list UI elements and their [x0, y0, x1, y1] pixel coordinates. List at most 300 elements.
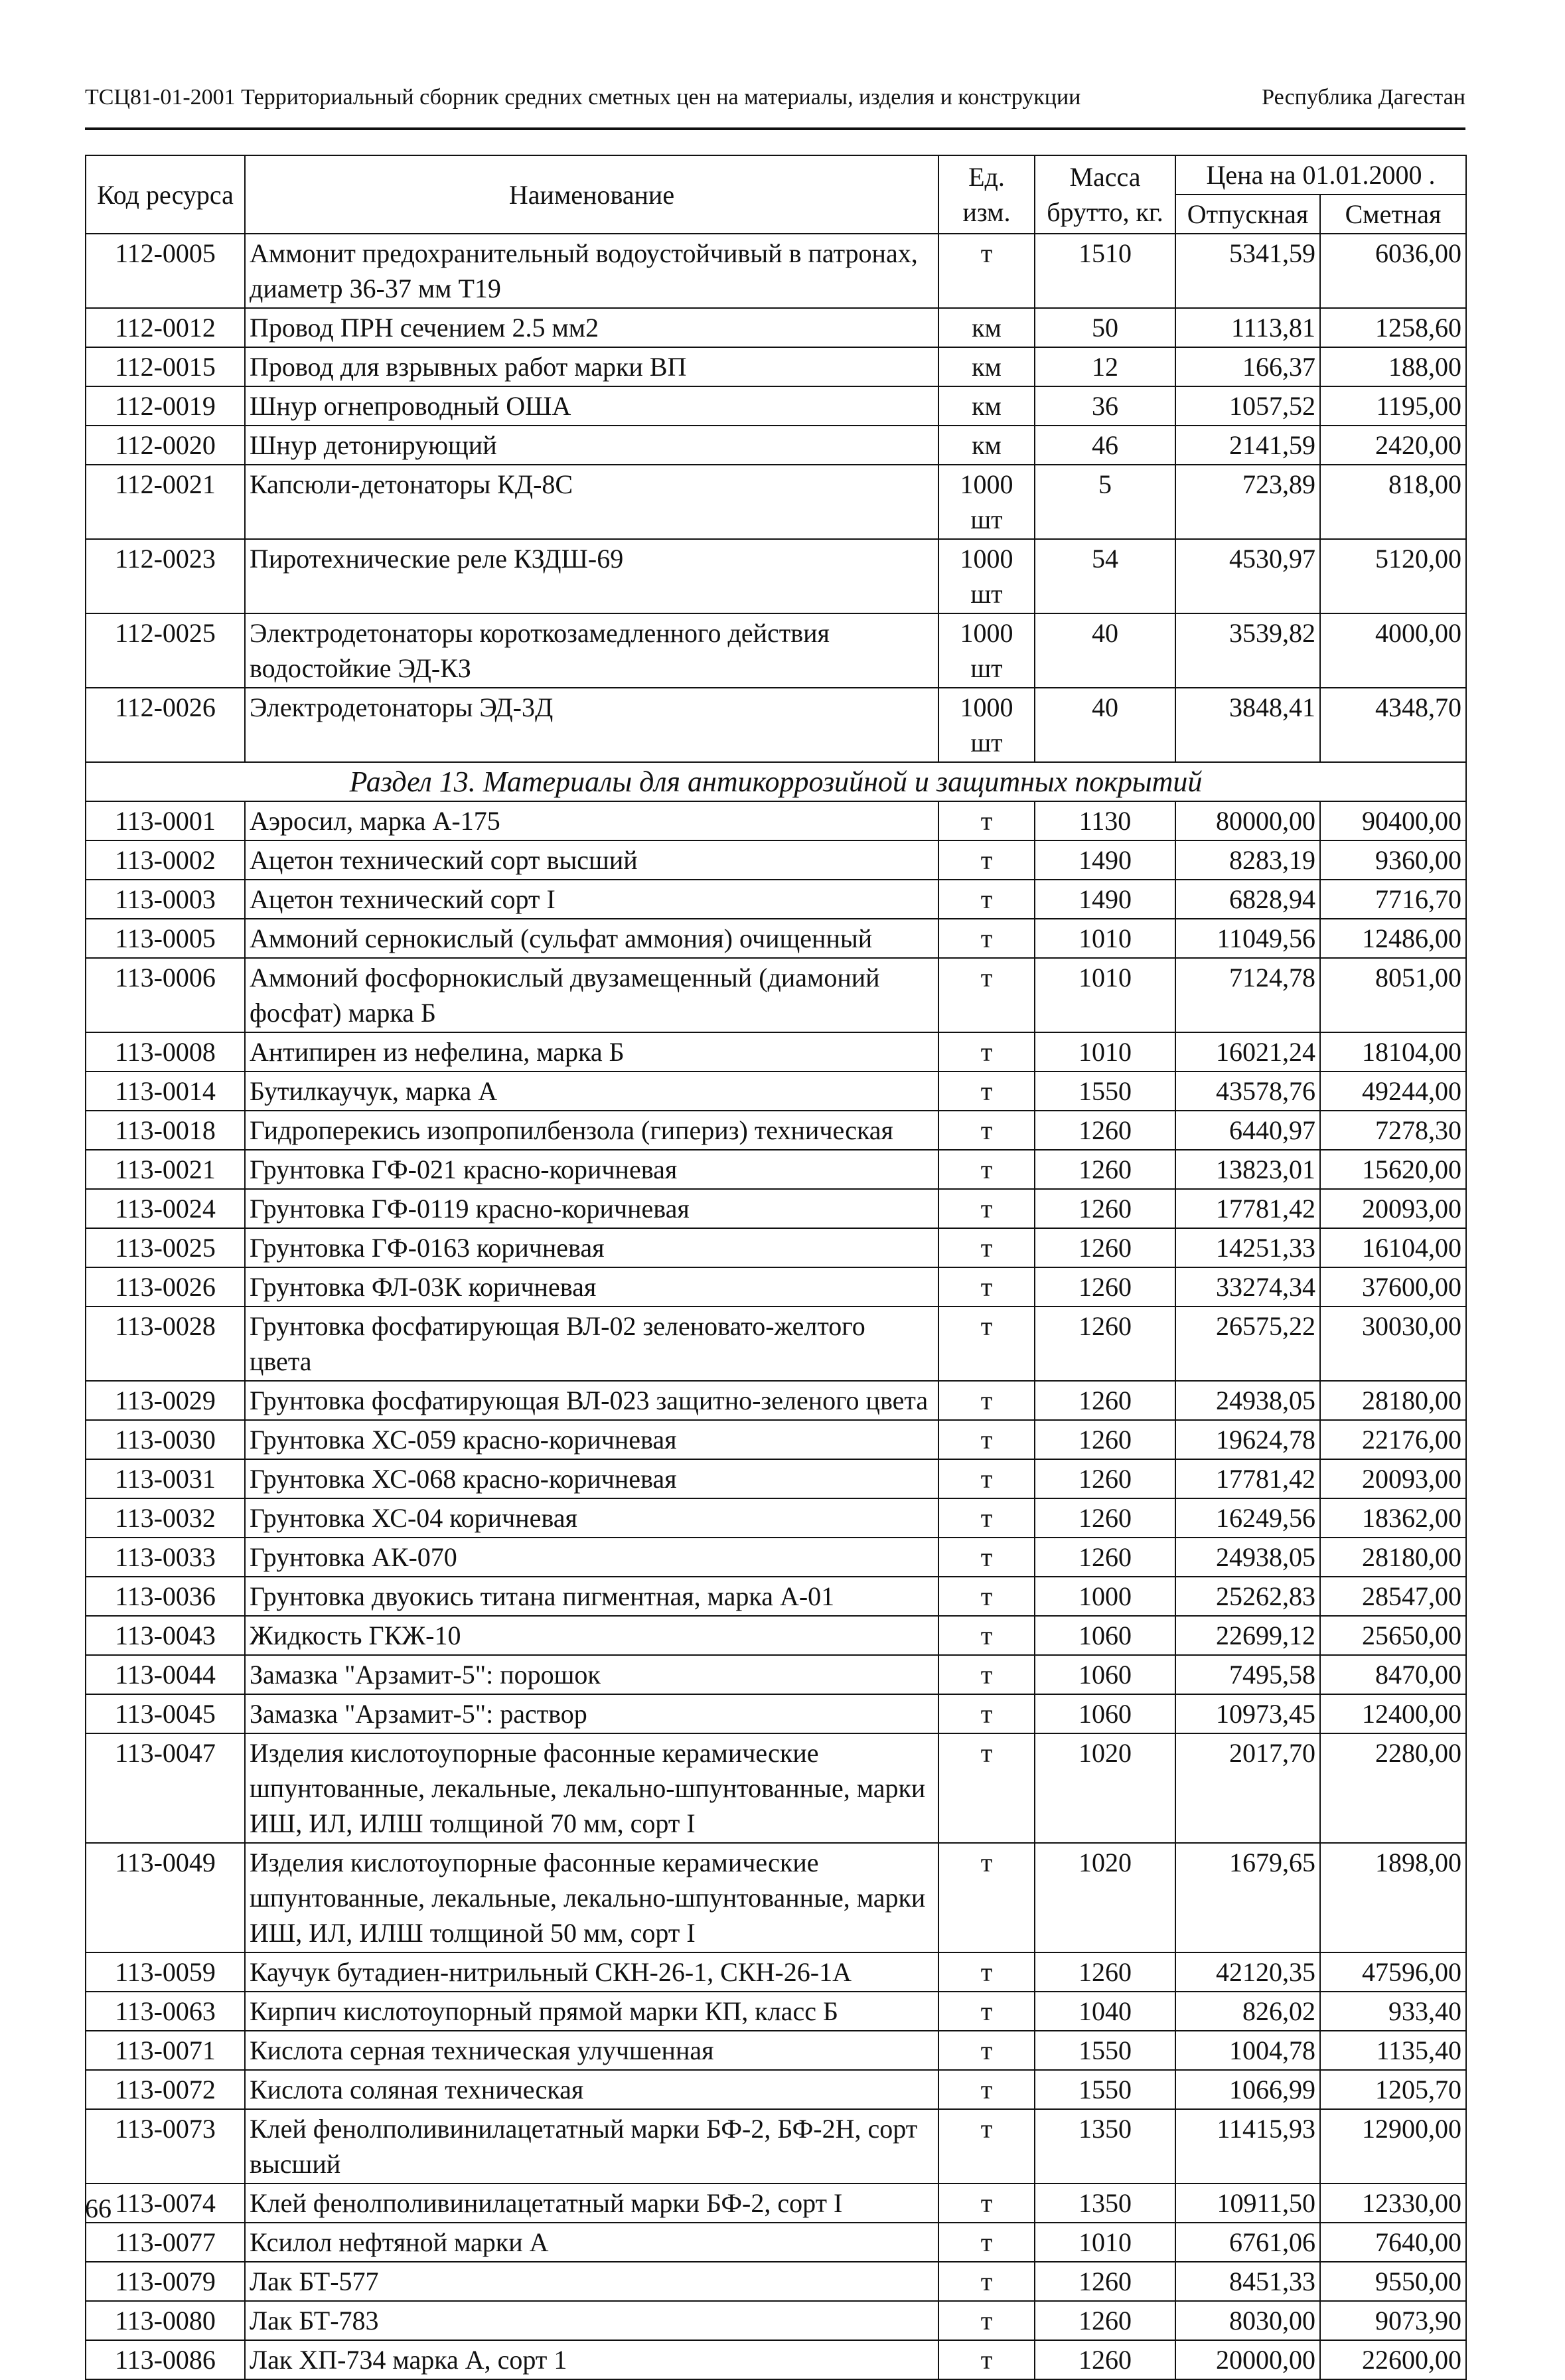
mass-cell: 54 [1035, 539, 1175, 613]
resource-name-cell: Жидкость ГКЖ-10 [245, 1616, 938, 1655]
table-row [86, 234, 1466, 308]
release-price-cell: 11415,93 [1175, 2109, 1320, 2183]
mass-cell: 1010 [1035, 958, 1175, 1032]
table-row [86, 1267, 1466, 1307]
release-price-cell: 1113,81 [1175, 308, 1320, 347]
table-row [86, 1733, 1466, 1843]
resource-name-cell: Изделия кислотоупорные фасонные керамические шпунтованные, лекальные, лекально-шпунтованные, марки ИШ, ИЛ, ИЛШ толщиной 50 мм, сорт I [245, 1843, 938, 1952]
resource-name-cell: Грунтовка фосфатирующая ВЛ-023 защитно-зеленого цвета [245, 1381, 938, 1420]
mass-cell: 1550 [1035, 1071, 1175, 1111]
resource-name-cell: Замазка "Арзамит-5": раствор [245, 1694, 938, 1733]
estimate-price-cell: 7640,00 [1320, 2223, 1466, 2262]
mass-cell: 1130 [1035, 801, 1175, 840]
unit-cell: т [938, 2109, 1035, 2183]
unit-cell: т [938, 1267, 1035, 1307]
col-unit-header: Ед. изм. [938, 155, 1035, 234]
resource-code-cell: 113-0006 [86, 958, 245, 1032]
unit-cell: т [938, 1189, 1035, 1228]
table-row [86, 2301, 1466, 2340]
estimate-price-cell: 25650,00 [1320, 1616, 1466, 1655]
unit-cell: т [938, 2262, 1035, 2301]
estimate-price-cell: 22176,00 [1320, 1420, 1466, 1459]
table-row [86, 688, 1466, 762]
estimate-price-cell: 28547,00 [1320, 1577, 1466, 1616]
resource-code-cell: 113-0002 [86, 840, 245, 880]
header-title: ТСЦ81-01-2001 Территориальный сборник средних сметных цен на материалы, изделия и конструкции [85, 85, 1081, 110]
estimate-price-cell: 6036,00 [1320, 234, 1466, 308]
resource-name-cell: Лак БТ-577 [245, 2262, 938, 2301]
resource-name-cell: Провод для взрывных работ марки ВП [245, 347, 938, 386]
resource-code-cell: 112-0012 [86, 308, 245, 347]
release-price-cell: 7124,78 [1175, 958, 1320, 1032]
resource-name-cell: Кирпич кислотоупорный прямой марки КП, класс Б [245, 1992, 938, 2031]
mass-cell: 1040 [1035, 1992, 1175, 2031]
mass-cell: 1000 [1035, 1577, 1175, 1616]
mass-cell: 1060 [1035, 1694, 1175, 1733]
col-name-header: Наименование [245, 155, 938, 234]
unit-cell: т [938, 1577, 1035, 1616]
resource-code-cell: 112-0026 [86, 688, 245, 762]
estimate-price-cell: 5120,00 [1320, 539, 1466, 613]
resource-code-cell: 113-0018 [86, 1111, 245, 1150]
release-price-cell: 25262,83 [1175, 1577, 1320, 1616]
release-price-cell: 10973,45 [1175, 1694, 1320, 1733]
table-row [86, 840, 1466, 880]
estimate-price-cell: 2280,00 [1320, 1733, 1466, 1843]
table-row [86, 1420, 1466, 1459]
estimate-price-cell: 28180,00 [1320, 1538, 1466, 1577]
resource-code-cell: 113-0086 [86, 2340, 245, 2379]
resource-name-cell: Шнур огнепроводный ОША [245, 386, 938, 426]
mass-cell: 5 [1035, 465, 1175, 539]
unit-cell: т [938, 2183, 1035, 2223]
unit-cell: т [938, 1498, 1035, 1538]
estimate-price-cell: 20093,00 [1320, 1459, 1466, 1498]
estimate-price-cell: 8051,00 [1320, 958, 1466, 1032]
resource-name-cell: Аммоний фосфорнокислый двузамещенный (диамоний фосфат) марка Б [245, 958, 938, 1032]
resource-code-cell: 113-0036 [86, 1577, 245, 1616]
resource-name-cell: Замазка "Арзамит-5": порошок [245, 1655, 938, 1694]
resource-name-cell: Бутилкаучук, марка А [245, 1071, 938, 1111]
unit-cell: т [938, 801, 1035, 840]
header-rule [85, 127, 1465, 130]
table-row [86, 1071, 1466, 1111]
resource-code-cell: 113-0005 [86, 919, 245, 958]
estimate-price-cell: 15620,00 [1320, 1150, 1466, 1189]
resource-name-cell: Грунтовка двуокись титана пигментная, марка А-01 [245, 1577, 938, 1616]
unit-cell: км [938, 386, 1035, 426]
unit-cell: км [938, 347, 1035, 386]
mass-cell: 1260 [1035, 1307, 1175, 1381]
resource-name-cell: Лак БТ-783 [245, 2301, 938, 2340]
resource-code-cell: 113-0071 [86, 2031, 245, 2070]
mass-cell: 1010 [1035, 919, 1175, 958]
unit-cell: т [938, 1992, 1035, 2031]
resource-name-cell: Грунтовка ФЛ-03К коричневая [245, 1267, 938, 1307]
resource-name-cell: Шнур детонирующий [245, 426, 938, 465]
unit-cell: т [938, 1952, 1035, 1992]
estimate-price-cell: 1135,40 [1320, 2031, 1466, 2070]
release-price-cell: 17781,42 [1175, 1459, 1320, 1498]
resource-name-cell: Лак ХП-734 марка А, сорт 1 [245, 2340, 938, 2379]
mass-cell: 1350 [1035, 2109, 1175, 2183]
mass-cell: 46 [1035, 426, 1175, 465]
unit-cell: т [938, 2031, 1035, 2070]
mass-cell: 40 [1035, 688, 1175, 762]
estimate-price-cell: 4000,00 [1320, 613, 1466, 688]
release-price-cell: 43578,76 [1175, 1071, 1320, 1111]
table-row [86, 1381, 1466, 1420]
estimate-price-cell: 8470,00 [1320, 1655, 1466, 1694]
resource-name-cell: Электродетонаторы ЭД-3Д [245, 688, 938, 762]
estimate-price-cell: 9073,90 [1320, 2301, 1466, 2340]
release-price-cell: 33274,34 [1175, 1267, 1320, 1307]
header-region: Республика Дагестан [1262, 85, 1465, 110]
resource-code-cell: 113-0001 [86, 801, 245, 840]
estimate-price-cell: 22600,00 [1320, 2340, 1466, 2379]
table-row [86, 1307, 1466, 1381]
resource-name-cell: Грунтовка ХС-068 красно-коричневая [245, 1459, 938, 1498]
table-row [86, 1992, 1466, 2031]
release-price-cell: 10911,50 [1175, 2183, 1320, 2223]
unit-cell: т [938, 1228, 1035, 1267]
resource-code-cell: 113-0073 [86, 2109, 245, 2183]
estimate-price-cell: 933,40 [1320, 1992, 1466, 2031]
unit-cell: т [938, 958, 1035, 1032]
estimate-price-cell: 49244,00 [1320, 1071, 1466, 1111]
release-price-cell: 8283,19 [1175, 840, 1320, 880]
estimate-price-cell: 16104,00 [1320, 1228, 1466, 1267]
mass-cell: 1550 [1035, 2070, 1175, 2109]
release-price-cell: 2017,70 [1175, 1733, 1320, 1843]
resource-name-cell: Каучук бутадиен-нитрильный СКН-26-1, СКН-26-1А [245, 1952, 938, 1992]
release-price-cell: 42120,35 [1175, 1952, 1320, 1992]
unit-cell: т [938, 1655, 1035, 1694]
estimate-price-cell: 4348,70 [1320, 688, 1466, 762]
mass-cell: 1490 [1035, 880, 1175, 919]
resource-code-cell: 113-0043 [86, 1616, 245, 1655]
col-release-header: Отпускная [1175, 195, 1320, 234]
resource-code-cell: 113-0074 [86, 2183, 245, 2223]
resource-code-cell: 113-0047 [86, 1733, 245, 1843]
resource-code-cell: 113-0003 [86, 880, 245, 919]
release-price-cell: 17781,42 [1175, 1189, 1320, 1228]
unit-cell: т [938, 1381, 1035, 1420]
resource-code-cell: 112-0020 [86, 426, 245, 465]
resource-code-cell: 113-0026 [86, 1267, 245, 1307]
resource-name-cell: Грунтовка фосфатирующая ВЛ-02 зеленовато-желтого цвета [245, 1307, 938, 1381]
resource-name-cell: Грунтовка АК-070 [245, 1538, 938, 1577]
col-code-header: Код ресурса [86, 155, 245, 234]
mass-cell: 1550 [1035, 2031, 1175, 2070]
release-price-cell: 7495,58 [1175, 1655, 1320, 1694]
mass-cell: 1260 [1035, 2301, 1175, 2340]
table-row [86, 465, 1466, 539]
resource-name-cell: Аммоний сернокислый (сульфат аммония) очищенный [245, 919, 938, 958]
resource-code-cell: 113-0033 [86, 1538, 245, 1577]
release-price-cell: 1004,78 [1175, 2031, 1320, 2070]
mass-cell: 50 [1035, 308, 1175, 347]
release-price-cell: 19624,78 [1175, 1420, 1320, 1459]
table-row [86, 2223, 1466, 2262]
table-row [86, 919, 1466, 958]
mass-cell: 1260 [1035, 1111, 1175, 1150]
table-row [86, 1952, 1466, 1992]
mass-cell: 1260 [1035, 1952, 1175, 1992]
resource-name-cell: Клей фенолполивинилацетатный марки БФ-2, БФ-2Н, сорт высший [245, 2109, 938, 2183]
resource-code-cell: 113-0063 [86, 1992, 245, 2031]
table-row [86, 2262, 1466, 2301]
estimate-price-cell: 12330,00 [1320, 2183, 1466, 2223]
resource-name-cell: Капсюли-детонаторы КД-8С [245, 465, 938, 539]
estimate-price-cell: 1258,60 [1320, 308, 1466, 347]
estimate-price-cell: 2420,00 [1320, 426, 1466, 465]
mass-cell: 1260 [1035, 2340, 1175, 2379]
mass-cell: 1260 [1035, 1420, 1175, 1459]
resource-code-cell: 112-0005 [86, 234, 245, 308]
table-row [86, 1577, 1466, 1616]
resource-code-cell: 113-0080 [86, 2301, 245, 2340]
estimate-price-cell: 90400,00 [1320, 801, 1466, 840]
mass-cell: 1010 [1035, 1032, 1175, 1071]
release-price-cell: 80000,00 [1175, 801, 1320, 840]
mass-cell: 1260 [1035, 1498, 1175, 1538]
unit-cell: 1000 шт [938, 539, 1035, 613]
table-row [86, 347, 1466, 386]
release-price-cell: 6761,06 [1175, 2223, 1320, 2262]
estimate-price-cell: 1898,00 [1320, 1843, 1466, 1952]
section-title: Раздел 13. Материалы для антикоррозийной и защитных покрытий [86, 762, 1466, 801]
estimate-price-cell: 20093,00 [1320, 1189, 1466, 1228]
table-body-section-13 [86, 801, 1466, 2379]
unit-cell: т [938, 1150, 1035, 1189]
estimate-price-cell: 12900,00 [1320, 2109, 1466, 2183]
mass-cell: 1020 [1035, 1843, 1175, 1952]
resource-name-cell: Кислота серная техническая улучшенная [245, 2031, 938, 2070]
unit-cell: т [938, 2301, 1035, 2340]
resource-name-cell: Электродетонаторы короткозамедленного действия водостойкие ЭД-КЗ [245, 613, 938, 688]
resource-code-cell: 113-0025 [86, 1228, 245, 1267]
unit-cell: 1000 шт [938, 688, 1035, 762]
resource-code-cell: 112-0023 [86, 539, 245, 613]
resource-name-cell: Изделия кислотоупорные фасонные керамические шпунтованные, лекальные, лекально-шпунтованные, марки ИШ, ИЛ, ИЛШ толщиной 70 мм, сорт I [245, 1733, 938, 1843]
resource-code-cell: 113-0029 [86, 1381, 245, 1420]
resource-name-cell: Грунтовка ГФ-0119 красно-коричневая [245, 1189, 938, 1228]
unit-cell: т [938, 840, 1035, 880]
mass-cell: 1260 [1035, 1228, 1175, 1267]
unit-cell: т [938, 1733, 1035, 1843]
estimate-price-cell: 1195,00 [1320, 386, 1466, 426]
release-price-cell: 166,37 [1175, 347, 1320, 386]
col-price-header: Цена на 01.01.2000 . [1175, 155, 1466, 195]
release-price-cell: 4530,97 [1175, 539, 1320, 613]
table-row [86, 426, 1466, 465]
release-price-cell: 3848,41 [1175, 688, 1320, 762]
release-price-cell: 20000,00 [1175, 2340, 1320, 2379]
release-price-cell: 26575,22 [1175, 1307, 1320, 1381]
section-header-row-group [86, 762, 1466, 801]
mass-cell: 1260 [1035, 1150, 1175, 1189]
release-price-cell: 24938,05 [1175, 1538, 1320, 1577]
table-row [86, 1843, 1466, 1952]
unit-cell: т [938, 234, 1035, 308]
unit-cell: т [938, 2070, 1035, 2109]
table-row [86, 1498, 1466, 1538]
resource-code-cell: 113-0032 [86, 1498, 245, 1538]
table-row [86, 2031, 1466, 2070]
price-table [85, 155, 1467, 2380]
table-row [86, 1694, 1466, 1733]
page-header [85, 85, 1465, 110]
resource-name-cell: Аэросил, марка А-175 [245, 801, 938, 840]
release-price-cell: 723,89 [1175, 465, 1320, 539]
resource-name-cell: Грунтовка ГФ-021 красно-коричневая [245, 1150, 938, 1189]
table-row [86, 1459, 1466, 1498]
estimate-price-cell: 12486,00 [1320, 919, 1466, 958]
mass-cell: 1260 [1035, 1538, 1175, 1577]
release-price-cell: 826,02 [1175, 1992, 1320, 2031]
mass-cell: 40 [1035, 613, 1175, 688]
table-row [86, 2340, 1466, 2379]
release-price-cell: 1679,65 [1175, 1843, 1320, 1952]
table-row [86, 2183, 1466, 2223]
resource-name-cell: Грунтовка ХС-04 коричневая [245, 1498, 938, 1538]
unit-cell: т [938, 1420, 1035, 1459]
estimate-price-cell: 9360,00 [1320, 840, 1466, 880]
release-price-cell: 8030,00 [1175, 2301, 1320, 2340]
resource-code-cell: 113-0045 [86, 1694, 245, 1733]
estimate-price-cell: 37600,00 [1320, 1267, 1466, 1307]
mass-cell: 1060 [1035, 1655, 1175, 1694]
unit-cell: т [938, 1843, 1035, 1952]
mass-cell: 1260 [1035, 1459, 1175, 1498]
resource-code-cell: 113-0072 [86, 2070, 245, 2109]
mass-cell: 1510 [1035, 234, 1175, 308]
col-mass-header: Масса брутто, кг. [1035, 155, 1175, 234]
resource-name-cell: Грунтовка ХС-059 красно-коричневая [245, 1420, 938, 1459]
resource-name-cell: Аммонит предохранительный водоустойчивый в патронах, диаметр 36-37 мм Т19 [245, 234, 938, 308]
unit-cell: т [938, 1032, 1035, 1071]
resource-code-cell: 112-0021 [86, 465, 245, 539]
table-row [86, 1538, 1466, 1577]
release-price-cell: 6440,97 [1175, 1111, 1320, 1150]
table-row [86, 1189, 1466, 1228]
resource-code-cell: 113-0024 [86, 1189, 245, 1228]
table-row [86, 386, 1466, 426]
table-row [86, 2109, 1466, 2183]
mass-cell: 1260 [1035, 1381, 1175, 1420]
unit-cell: 1000 шт [938, 613, 1035, 688]
release-price-cell: 1057,52 [1175, 386, 1320, 426]
resource-name-cell: Грунтовка ГФ-0163 коричневая [245, 1228, 938, 1267]
resource-code-cell: 113-0059 [86, 1952, 245, 1992]
unit-cell: т [938, 1307, 1035, 1381]
mass-cell: 1350 [1035, 2183, 1175, 2223]
unit-cell: 1000 шт [938, 465, 1035, 539]
resource-code-cell: 112-0015 [86, 347, 245, 386]
page-number: 66 [85, 2193, 112, 2223]
unit-cell: т [938, 2340, 1035, 2379]
table-row [86, 539, 1466, 613]
release-price-cell: 8451,33 [1175, 2262, 1320, 2301]
unit-cell: т [938, 1538, 1035, 1577]
mass-cell: 1060 [1035, 1616, 1175, 1655]
estimate-price-cell: 188,00 [1320, 347, 1466, 386]
release-price-cell: 3539,82 [1175, 613, 1320, 688]
mass-cell: 1010 [1035, 2223, 1175, 2262]
mass-cell: 1260 [1035, 1189, 1175, 1228]
estimate-price-cell: 28180,00 [1320, 1381, 1466, 1420]
mass-cell: 1260 [1035, 2262, 1175, 2301]
unit-cell: т [938, 1111, 1035, 1150]
table-row [86, 1616, 1466, 1655]
resource-name-cell: Пиротехнические реле КЗДШ-69 [245, 539, 938, 613]
resource-name-cell: Ацетон технический сорт высший [245, 840, 938, 880]
table-body-section-12 [86, 234, 1466, 762]
estimate-price-cell: 818,00 [1320, 465, 1466, 539]
unit-cell: т [938, 880, 1035, 919]
mass-cell: 1020 [1035, 1733, 1175, 1843]
release-price-cell: 22699,12 [1175, 1616, 1320, 1655]
resource-code-cell: 113-0079 [86, 2262, 245, 2301]
mass-cell: 1260 [1035, 1267, 1175, 1307]
estimate-price-cell: 1205,70 [1320, 2070, 1466, 2109]
table-row [86, 2070, 1466, 2109]
release-price-cell: 5341,59 [1175, 234, 1320, 308]
unit-cell: т [938, 2223, 1035, 2262]
resource-code-cell: 113-0028 [86, 1307, 245, 1381]
estimate-price-cell: 30030,00 [1320, 1307, 1466, 1381]
table-row [86, 880, 1466, 919]
estimate-price-cell: 47596,00 [1320, 1952, 1466, 1992]
col-estimate-header: Сметная [1320, 195, 1466, 234]
unit-cell: т [938, 1694, 1035, 1733]
unit-cell: т [938, 1071, 1035, 1111]
table-row [86, 801, 1466, 840]
resource-code-cell: 113-0014 [86, 1071, 245, 1111]
resource-name-cell: Ацетон технический сорт I [245, 880, 938, 919]
resource-code-cell: 113-0049 [86, 1843, 245, 1952]
resource-name-cell: Ксилол нефтяной марки А [245, 2223, 938, 2262]
table-row [86, 1111, 1466, 1150]
section-row [86, 762, 1466, 801]
release-price-cell: 16021,24 [1175, 1032, 1320, 1071]
resource-code-cell: 113-0021 [86, 1150, 245, 1189]
release-price-cell: 24938,05 [1175, 1381, 1320, 1420]
release-price-cell: 11049,56 [1175, 919, 1320, 958]
estimate-price-cell: 9550,00 [1320, 2262, 1466, 2301]
estimate-price-cell: 7278,30 [1320, 1111, 1466, 1150]
resource-name-cell: Кислота соляная техническая [245, 2070, 938, 2109]
unit-cell: км [938, 426, 1035, 465]
resource-code-cell: 113-0031 [86, 1459, 245, 1498]
resource-code-cell: 112-0025 [86, 613, 245, 688]
unit-cell: т [938, 919, 1035, 958]
unit-cell: км [938, 308, 1035, 347]
table-row [86, 613, 1466, 688]
unit-cell: т [938, 1459, 1035, 1498]
estimate-price-cell: 18104,00 [1320, 1032, 1466, 1071]
resource-code-cell: 113-0008 [86, 1032, 245, 1071]
table-row [86, 1150, 1466, 1189]
mass-cell: 12 [1035, 347, 1175, 386]
release-price-cell: 13823,01 [1175, 1150, 1320, 1189]
release-price-cell: 2141,59 [1175, 426, 1320, 465]
resource-name-cell: Антипирен из нефелина, марка Б [245, 1032, 938, 1071]
mass-cell: 36 [1035, 386, 1175, 426]
resource-code-cell: 113-0030 [86, 1420, 245, 1459]
estimate-price-cell: 18362,00 [1320, 1498, 1466, 1538]
